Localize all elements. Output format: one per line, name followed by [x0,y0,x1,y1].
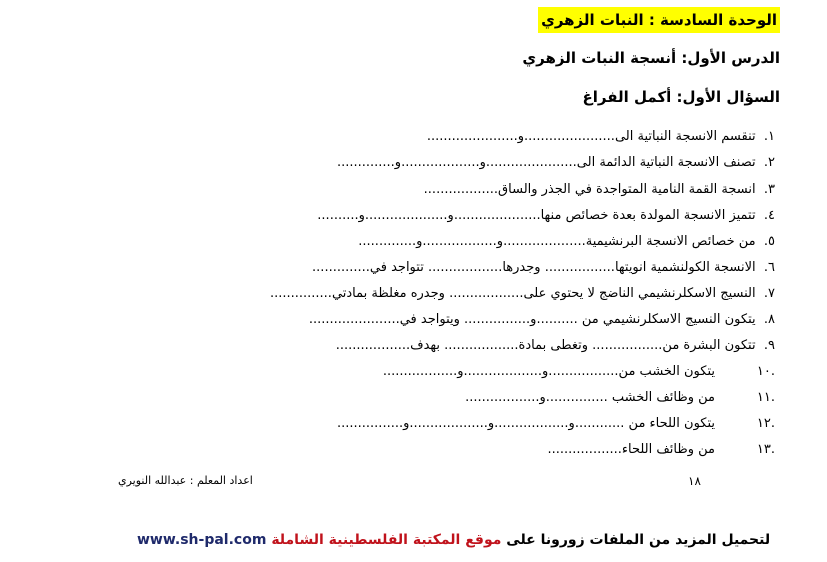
unit-title: الوحدة السادسة : النبات الزهري [538,7,780,33]
question-item [309,311,775,329]
question-item [427,128,775,146]
question-text[interactable]: من خصائص الانسجة البرنشيمية....................و..................و.............. [358,234,756,249]
question-title: السؤال الأول: أكمل الفراغ [582,88,780,106]
question-item [312,259,775,277]
question-text[interactable]: تنقسم الانسجة النباتية الى......................و...................... [426,129,756,144]
question-item [424,181,775,199]
question-text[interactable]: تتكون البشرة من................. وتغطى بمادة.................. بهدف.................. [335,338,756,353]
question-item [270,285,775,303]
question-text[interactable]: انسجة القمة النامية المتواجدة في الجذر والساق.................. [423,182,756,197]
question-item [358,233,775,251]
question-number: ٥. [763,234,775,249]
question-item [317,207,775,225]
question-number: ٤. [763,208,775,223]
question-number: .١١ [756,390,775,405]
question-text[interactable]: يتكون النسيج الاسكلرنشيمي من ..........و................ ويتواجد في...................... [308,312,756,327]
question-text[interactable]: تصنف الانسجة النباتية الدائمة الى......................و...................و.............. [336,155,756,170]
question-text[interactable]: النسيج الاسكلرنشيمي الناضج لا يحتوي على.................. وجدره مغلظة بمادتي............... [269,286,756,301]
question-text[interactable]: من وظائف الخشب ...............و.................. [465,390,715,405]
question-number: ٣. [763,182,775,197]
question-number: .١٢ [756,416,775,431]
question-number: ٢. [763,155,775,170]
question-item [465,389,775,407]
download-banner [137,532,770,548]
question-number: ٧. [763,286,775,301]
banner-site-link[interactable]: www.sh-pal.com [137,532,267,548]
question-number: ٩. [763,338,775,353]
question-text[interactable]: من وظائف اللحاء.................. [547,442,715,457]
lesson-title: الدرس الأول: أنسجة النبات الزهري [522,49,780,67]
question-number: .١٠ [756,364,775,379]
question-item [336,337,775,355]
question-text[interactable]: يتكون الخشب من.................و...................و.................. [382,364,715,379]
question-text[interactable]: تتميز الانسجة المولدة بعدة خصائص منها.....................و....................و.......... [317,208,756,223]
question-item [337,415,775,433]
question-item [337,154,775,172]
question-number: ٦. [763,260,775,275]
question-number: .١٣ [756,442,775,457]
teacher-credit: اعداد المعلم : عبدالله النويري [118,474,253,487]
banner-library-name[interactable]: موقع المكتبة الفلسطينية الشاملة [271,532,502,548]
question-text[interactable]: يتكون اللحاء من ............و..................و...................و................ [336,416,715,431]
banner-call-text: لتحميل المزيد من الملفات زورونا على [506,532,771,548]
page-number: ١٨ [688,474,701,488]
question-number: ١. [763,129,775,144]
question-item [383,363,775,381]
question-number: ٨. [763,312,775,327]
question-item [547,441,775,459]
question-text[interactable]: الانسجة الكولنشمية انويتها................. وجدرها.................. تتواجد في.............. [312,260,756,275]
